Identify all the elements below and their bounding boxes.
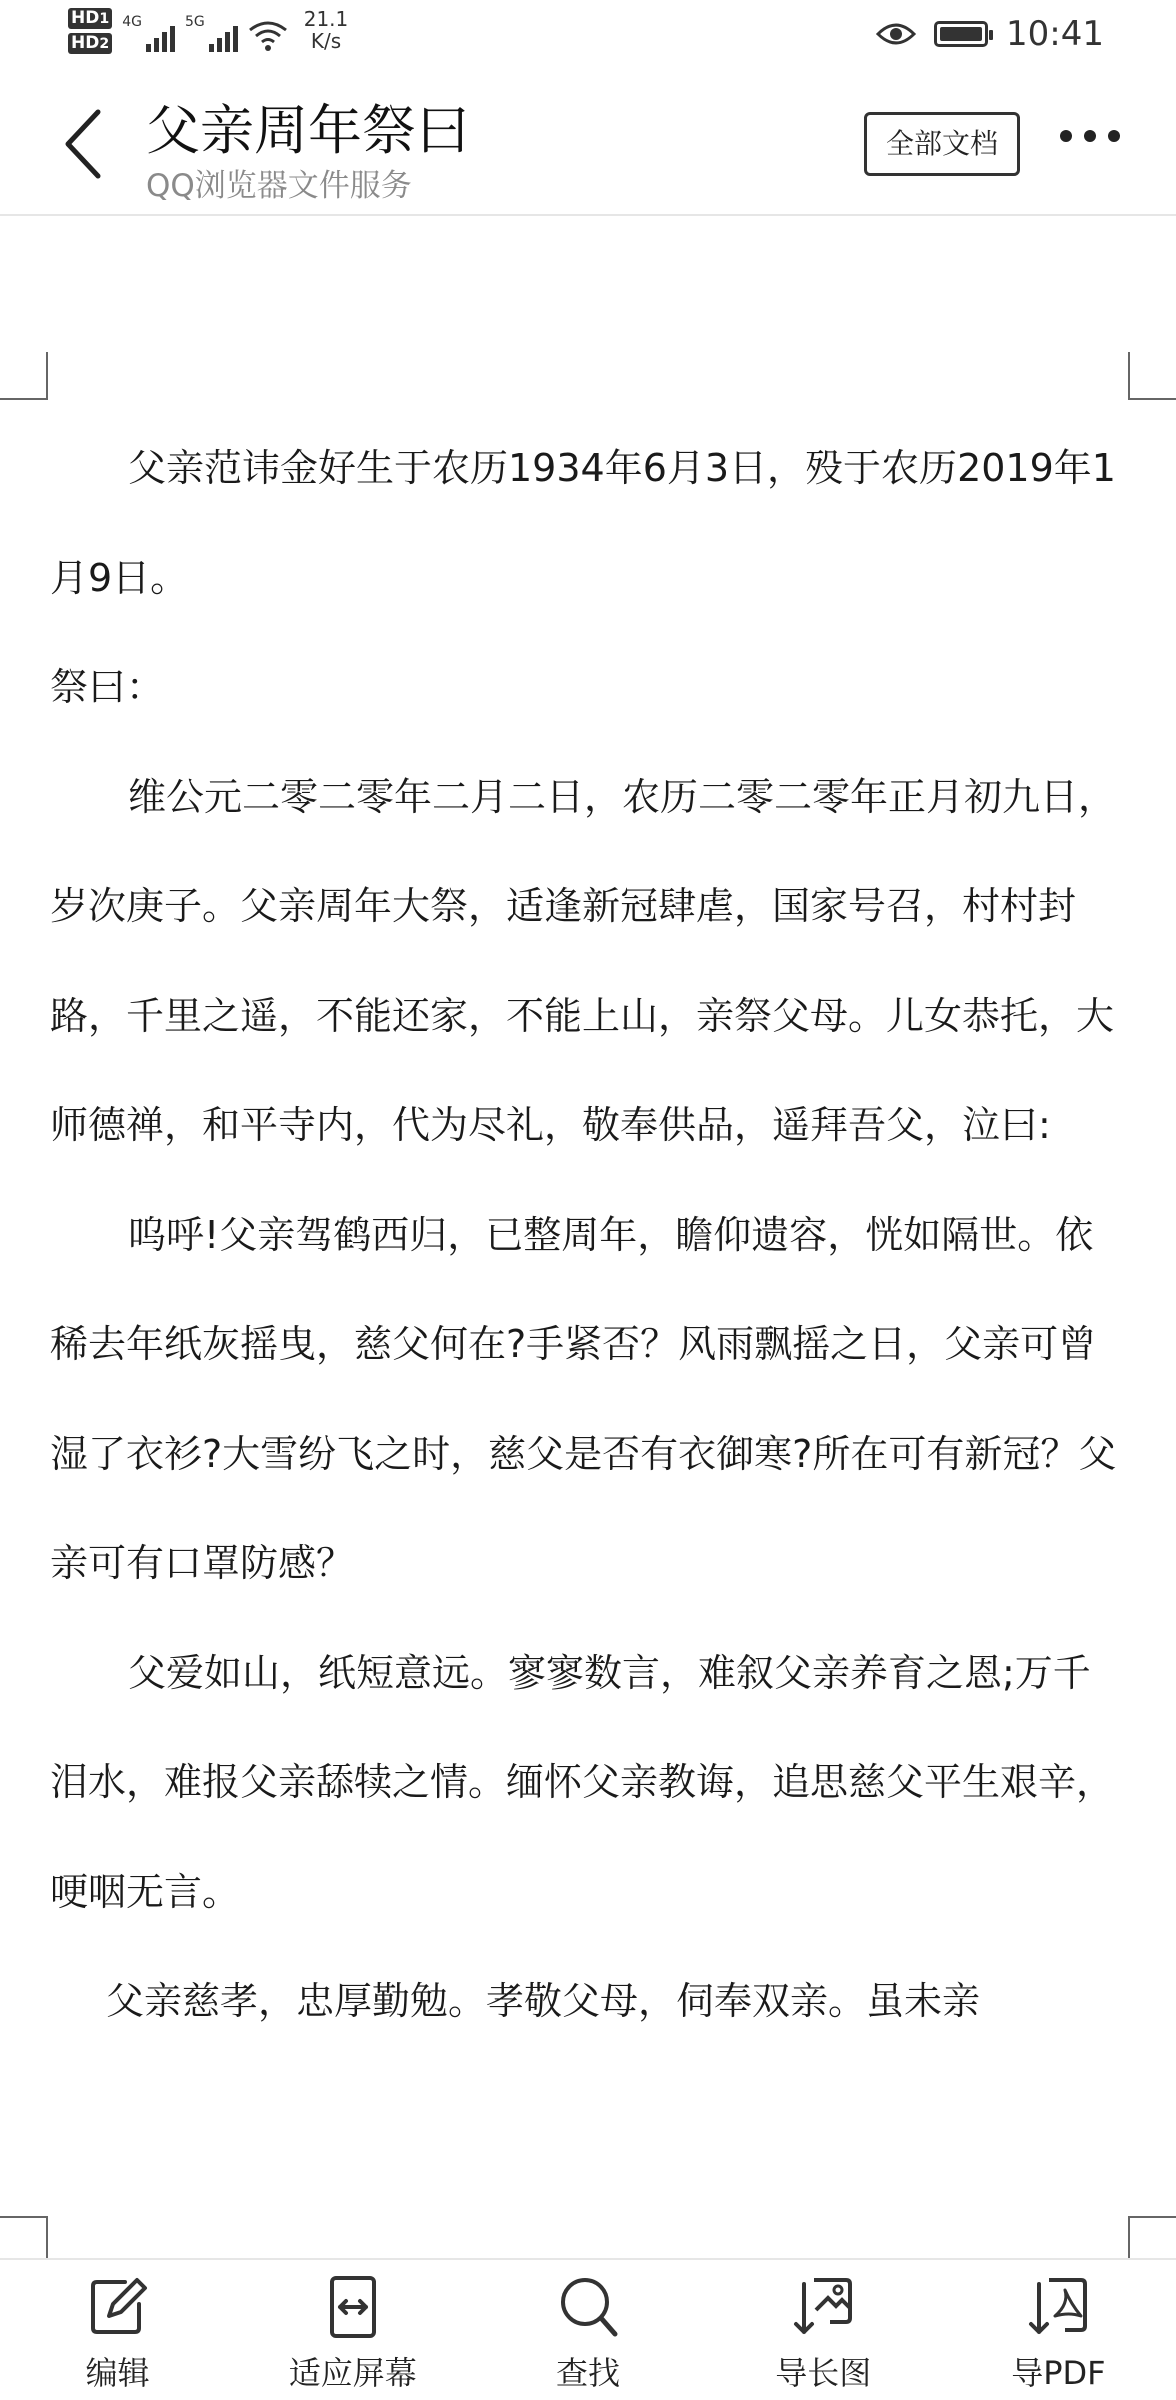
- paragraph: 父爱如山，纸短意远。寥寥数言，难叙父亲养育之恩;万千泪水，难报父亲舔犊之情。缅怀父亲教诲，追思慈父平生艰辛，哽咽无言。: [50, 1650, 1115, 1914]
- paragraph: 维公元二零二零年二月二日，农历二零二零年正月初九日，岁次庚子。父亲周年大祭，适逢新冠肆虐，国家号召，村村封路，千里之遥，不能还家，不能上山，亲祭父母。儿女恭托，大师德禅，和平寺内，代为尽礼，敬奉供品，遥拜吾父，泣曰:: [50, 774, 1117, 1147]
- export-pdf-icon: [1025, 2274, 1091, 2340]
- crop-mark: [0, 352, 48, 400]
- all-documents-button[interactable]: 全部文档: [864, 112, 1020, 176]
- hd2-badge: HD2: [68, 33, 112, 54]
- network-speed: 21.1 K/s: [303, 7, 349, 53]
- export-long-image-button[interactable]: 导长图: [706, 2260, 941, 2400]
- hd1-badge: HD1: [68, 8, 112, 29]
- crop-mark: [1128, 352, 1176, 400]
- signal-bars-icon: [209, 22, 238, 52]
- signal-bars-icon: [146, 22, 175, 52]
- page-title: 父亲周年祭曰: [146, 99, 470, 162]
- crop-mark: [0, 2216, 48, 2264]
- signal-4g: 4G: [122, 14, 175, 52]
- paragraph: 父亲范讳金好生于农历1934年6月3日，殁于农历2019年1月9日。: [50, 446, 1116, 600]
- title-bar: [0, 72, 1176, 216]
- search-button[interactable]: 查找: [470, 2260, 705, 2400]
- battery-icon: [934, 21, 988, 47]
- paragraph: 祭曰：: [50, 665, 165, 709]
- fit-screen-button[interactable]: 适应屏幕: [235, 2260, 470, 2400]
- more-options-icon[interactable]: [1060, 130, 1120, 142]
- page-subtitle: QQ浏览器文件服务: [146, 168, 412, 204]
- status-bar: [0, 0, 1176, 72]
- clock: 10:41: [1006, 14, 1104, 54]
- search-icon: [555, 2274, 621, 2340]
- document-page[interactable]: [0, 218, 1176, 2258]
- export-pdf-button[interactable]: 导PDF: [941, 2260, 1176, 2400]
- paragraph: 呜呼!父亲驾鹤西归，已整周年，瞻仰遗容，恍如隔世。依稀去年纸灰摇曳，慈父何在?手紧否？风雨飘摇之日，父亲可曾湿了衣衫?大雪纷飞之时，慈父是否有衣御寒?所在可有新冠？父亲可有口罩防感？: [50, 1212, 1117, 1585]
- bottom-toolbar: [0, 2258, 1176, 2400]
- back-icon[interactable]: [56, 106, 116, 182]
- crop-mark: [1128, 2216, 1176, 2264]
- paragraph: 父亲慈孝，忠厚勤勉。孝敬父母，伺奉双亲。虽未亲: [106, 1979, 981, 2023]
- wifi-icon: [248, 18, 288, 52]
- export-long-image-icon: [790, 2274, 856, 2340]
- document-text: [50, 414, 1126, 2057]
- eye-icon: [876, 20, 916, 48]
- fit-screen-icon: [320, 2274, 386, 2340]
- edit-button[interactable]: 编辑: [0, 2260, 235, 2400]
- signal-5g: 5G: [185, 14, 238, 52]
- edit-icon: [85, 2274, 151, 2340]
